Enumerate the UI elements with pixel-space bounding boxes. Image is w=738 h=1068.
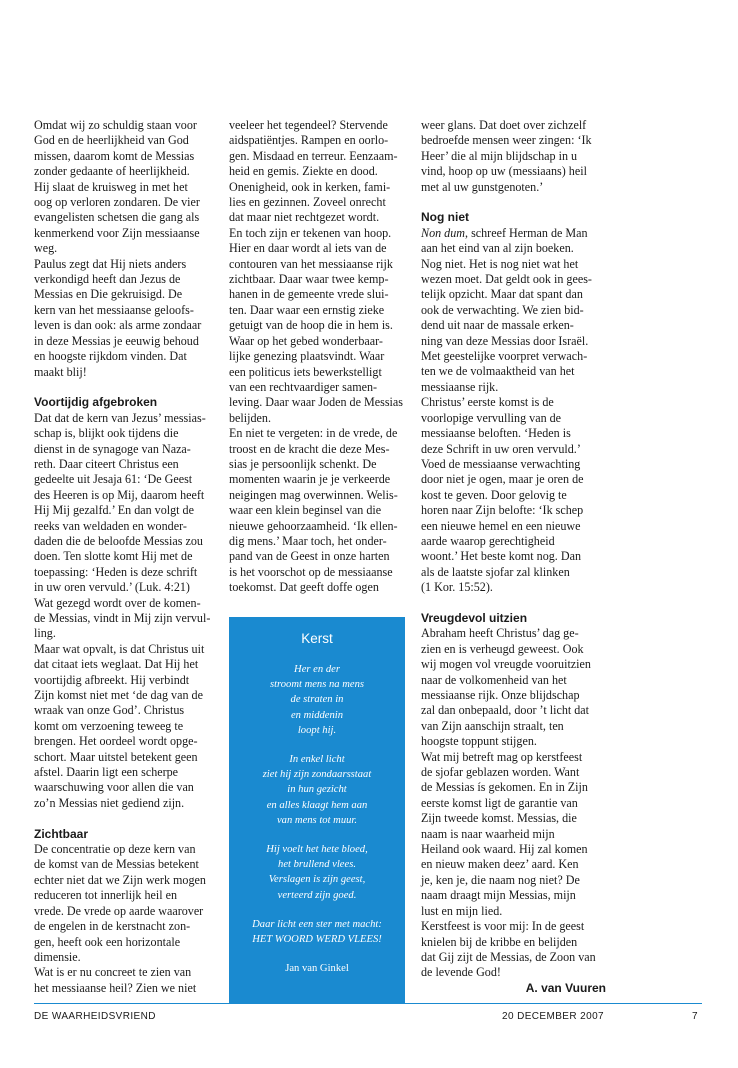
paragraph: Maar wat opvalt, is dat Christus uit dat citaat iets weglaat. Dat Hij het voortijdig afbreekt. Hij verbindt Zijn komst niet met ‘de dag van de wraak van onze God’. Christus komt om verzoening teweeg te brengen. Het oordeel wordt opge- schort. Maar uitstel betekent geen afstel. Daarin ligt een scherpe waarschuwing voor allen die van zo’n Messias niet gediend zijn.: [34, 641, 205, 810]
paragraph: Abraham heeft Christus’ dag ge- zien en is verheugd geweest. Ook wij mogen vol vreugde vooruitzien naar de volkomenheid van het messiaanse rijk. Onze blijdschap zal dan onbepaald, door ’t licht dat van Zijn aanschijn straalt, ten hoogste toppunt stijgen.: [421, 626, 591, 749]
poem-author: Jan van Ginkel: [285, 963, 349, 975]
poem-title: Kerst: [301, 631, 333, 646]
article-column-1: [34, 118, 214, 996]
author-signature: A. van Vuuren: [525, 980, 606, 995]
paragraph-text: , schreef Herman de Man aan het eind van al zijn boeken. Nog niet. Het is nog niet wat het wezen moet. Dat geldt ook in gees- telijk opzicht. Maar dat spant dan ook de verwachting. We zien bid- dend uit naar de massale erken- ning van deze Messias door Israël. Met geestelijke voorpret verwach- ten we de volmaaktheid van het messiaanse rijk.: [421, 225, 592, 394]
poem-stanza: Daar licht een ster met macht: HET WOORD WERD VLEES!: [252, 918, 382, 946]
footer-publication: DE WAARHEIDSVRIEND: [34, 1011, 156, 1022]
paragraph: veeleer het tegendeel? Stervende aidspatiëntjes. Rampen en oorlo- gen. Misdaad en terreur. Eenzaam- heid en gemis. Ziekte en dood. Onenigheid, ook in kerken, fami- lies en gezinnen. Zoveel onrecht dat maar niet rechtgezet wordt.: [229, 118, 398, 225]
paragraph: weer glans. Dat doet over zichzelf bedroefde mensen weer zingen: ‘Ik Heer’ die al mijn blijdschap in u vind, hoop op uw (messiaans) heil met al uw gunstgenoten.’: [421, 118, 592, 194]
poem-stanza: In enkel licht ziet hij zijn zondaarsstaat in hun gezicht en alles klaagt hem aan van mens tot muur.: [262, 754, 372, 826]
page-number: 7: [692, 1011, 698, 1022]
paragraph: De concentratie op deze kern van de komst van de Messias betekent echter niet dat we Zijn werk mogen reduceren tot innerlijk heil en vrede. De vrede op aarde waarover de engelen in de kerstnacht zon- gen, heeft ook een horizontale dimensie.: [34, 842, 206, 964]
paragraph: En toch zijn er tekenen van hoop. Hier en daar wordt al iets van de contouren van het messiaanse rijk zichtbaar. Daar waar twee kemp- hanen in de gemeente vrede slui- ten. Daar waar een ernstig zieke getuigt van de hoop die in hem is. Waar op het gebed wonderbaar- lijke genezing plaatsvindt. Waar een politicus iets bewerkstelligt van een rechtvaardiger samen- leving. Daar waar Joden de Messias belijden.: [229, 225, 403, 425]
section-heading: Vreugdevol uitzien: [421, 610, 528, 625]
section-heading: Nog niet: [421, 210, 469, 225]
footer-date: 20 DECEMBER 2007: [502, 1011, 605, 1022]
paragraph: [421, 226, 606, 395]
paragraph: En niet te vergeten: in de vrede, de troost en de kracht die deze Mes- sias je persoonlijk schenkt. De momenten waarin je je verkeerde neigingen mag overwinnen. Welis- waar een klein beginsel van die nieuwe gehoorzaamheid. ‘Ik ellen- dig mens.’ Maar toch, het onder- pand van de Geest in onze harten is het voorschot op de messiaanse toekomst. Dat geeft doffe ogen: [229, 426, 398, 595]
paragraph: Omdat wij zo schuldig staan voor God en de heerlijkheid van God missen, daarom komt de Messias zonder gedaante of heerlijkheid. Hij slaat de kruisweg in met het oog op verloren zondaren. De vier evangelisten schetsen die gang als kenmerkend voor Zijn messiaanse weg.: [34, 118, 200, 256]
latin-phrase: Non dum: [421, 225, 466, 240]
footer-divider: [34, 1003, 702, 1004]
poem-stanza: Her en der stroomt mens na mens de straten in en middenin loopt hij.: [269, 664, 365, 736]
paragraph: Wat gezegd wordt over de komen- de Messias, vindt in Mij zijn vervul- ling.: [34, 595, 211, 641]
paragraph: Paulus zegt dat Hij niets anders verkondigd heeft dan Jezus de Messias en Die gekruisigd. De kern van het messiaanse geloofs- leven is dan ook: als arme zondaar in deze Messias je eeuwig behoud en hoogste rijkdom vinden. Dat maakt blij!: [34, 256, 202, 379]
paragraph: Christus’ eerste komst is de voorlopige vervulling van de messiaanse beloften. ‘Heden is deze Schrift in uw oren vervuld.’ Voed de messiaanse verwachting door niet je ogen, maar je oren de kost te geven. Door gelovig te horen naar Zijn belofte: ‘Ik schep een nieuwe hemel en een nieuwe aarde waarop gerechtigheid woont.’ Het beste komt nog. Dan als de laatste sjofar zal klinken (1 Kor. 15:52).: [421, 395, 584, 595]
poem-box: [229, 617, 405, 1003]
article-column-3: [421, 118, 606, 996]
section-heading: Zichtbaar: [34, 826, 89, 841]
paragraph: Dat dat de kern van Jezus’ messias- schap is, blijkt ook tijdens die dienst in de synagoge van Naza- reth. Daar citeert Christus een gedeelte uit Jesaja 61: ‘De Geest des Heeren is op Mij, daarom heeft Hij Mij gezalfd.’ En dan volgt de reeks van weldaden en wonder- daden die de beloofde Messias zou doen. Ten slotte komt Hij met de toepassing: ‘Heden is deze schrift in uw oren vervuld.’ (Luk. 4:21): [34, 410, 206, 595]
article-column-2: [229, 118, 409, 596]
poem-stanza: Hij voelt het hete bloed, het brullend vlees. Verslagen is zijn geest, verteerd zijn goed.: [266, 844, 368, 901]
paragraph: Wat mij betreft mag op kerstfeest de sjofar geblazen worden. Want de Messias ís gekomen. En in Zijn eerste komst ligt de garantie van Zijn tweede komst. Messias, die naam is naar waarheid mijn Heiland ook waard. Hij zal komen en nieuw maken deez’ aard. Ken je, ken je, die naam nog niet? De naam draagt mijn Messias, mijn lust en mijn lied.: [421, 749, 588, 918]
paragraph: Wat is er nu concreet te zien van het messiaanse heil? Zien we niet: [34, 965, 197, 995]
paragraph: Kerstfeest is voor mij: In de geest knielen bij de kribbe en belijden dat Gij zijt de Messias, de Zoon van de levende God!: [421, 919, 596, 980]
section-heading: Voortijdig afgebroken: [34, 395, 158, 410]
